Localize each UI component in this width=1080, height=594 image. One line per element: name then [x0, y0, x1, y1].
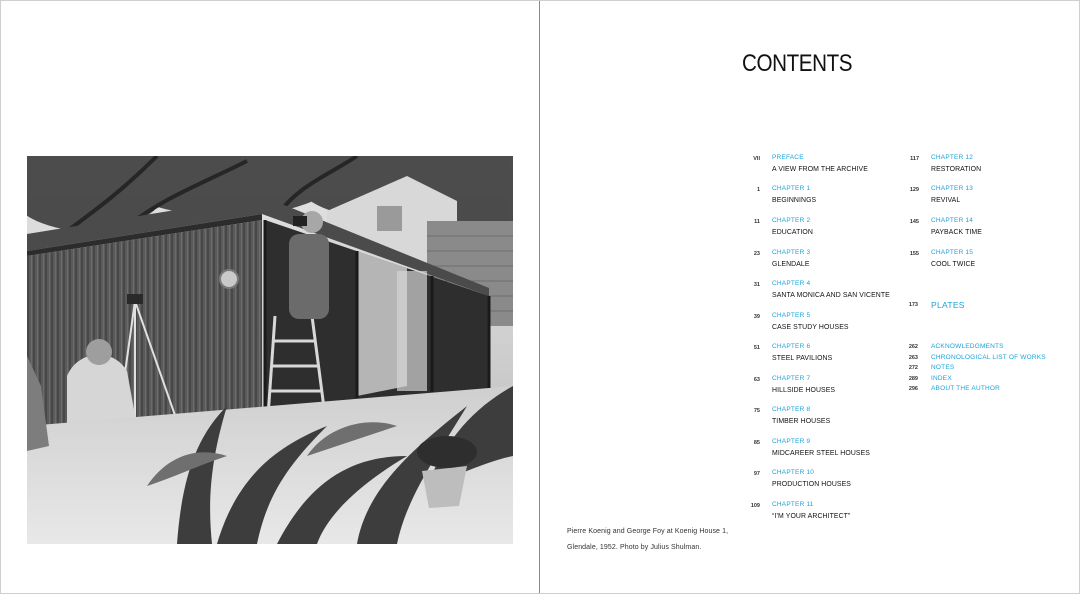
photograph-koenig-house — [27, 156, 513, 544]
back-matter-label: ACKNOWLEDGMENTS — [931, 343, 1004, 350]
toc-chapter-title: COOL TWICE — [931, 259, 976, 268]
toc-chapter-label: CHAPTER 12 — [931, 154, 974, 161]
toc-page-number: 51 — [753, 345, 760, 351]
toc-chapter-label: CHAPTER 14 — [931, 217, 974, 224]
toc-chapter-title: “I’M YOUR ARCHITECT” — [772, 511, 851, 520]
toc-chapter-title: TIMBER HOUSES — [772, 416, 831, 425]
toc-chapter-label: PREFACE — [772, 154, 804, 161]
toc-page-number: 97 — [753, 471, 760, 477]
toc-chapter-title: PRODUCTION HOUSES — [772, 479, 852, 488]
toc-page-number: 11 — [754, 219, 760, 225]
toc-chapter-title: EDUCATION — [772, 227, 813, 236]
toc-chapter-title: HILLSIDE HOUSES — [772, 385, 836, 394]
toc-chapter-title: CASE STUDY HOUSES — [772, 322, 849, 331]
plates-link[interactable]: PLATES — [931, 300, 965, 310]
caption-line-2: Glendale, 1952. Photo by Julius Shulman. — [567, 544, 702, 551]
toc-chapter-label: CHAPTER 15 — [931, 249, 974, 256]
toc-chapter-title: PAYBACK TIME — [931, 227, 982, 236]
toc-chapter-title: REVIVAL — [931, 195, 961, 204]
back-matter-page-number: 289 — [908, 376, 918, 382]
toc-page-number: 117 — [910, 156, 919, 162]
toc-chapter-label: CHAPTER 9 — [772, 438, 811, 445]
back-matter-label: CHRONOLOGICAL LIST OF WORKS — [931, 354, 1046, 361]
plates-page-number: 173 — [908, 302, 918, 308]
toc-chapter-label: CHAPTER 3 — [772, 249, 811, 256]
toc-chapter-label: CHAPTER 10 — [772, 469, 815, 476]
toc-chapter-label: CHAPTER 7 — [772, 375, 811, 382]
toc-page-number: 23 — [753, 251, 760, 257]
toc-chapter-label: CHAPTER 5 — [772, 312, 811, 319]
toc-chapter-title: STEEL PAVILIONS — [772, 353, 833, 362]
toc-page-number: 109 — [750, 503, 760, 509]
toc-page-number: 155 — [909, 251, 919, 257]
toc-page-number: 63 — [753, 377, 760, 383]
toc-chapter-label: CHAPTER 4 — [772, 280, 811, 287]
toc-chapter-title: SANTA MONICA AND SAN VICENTE — [772, 290, 890, 299]
toc-page-number: 85 — [753, 440, 760, 446]
toc-page-number: 129 — [909, 187, 919, 193]
back-matter-page-number: 272 — [908, 365, 918, 371]
toc-chapter-label: CHAPTER 11 — [772, 501, 814, 508]
toc-page-number: 39 — [753, 314, 760, 320]
toc-chapter-label: CHAPTER 8 — [772, 406, 811, 413]
contents-title: CONTENTS — [742, 50, 853, 77]
back-matter-page-number: 296 — [908, 386, 918, 392]
back-matter-label: NOTES — [931, 364, 955, 371]
photo-caption — [567, 524, 767, 556]
toc-page-number: 1 — [756, 187, 760, 193]
caption-line-1: Pierre Koenig and George Foy at Koenig House 1, — [567, 528, 729, 535]
toc-chapter-label: CHAPTER 13 — [931, 185, 974, 192]
toc-chapter-label: CHAPTER 1 — [772, 185, 811, 192]
toc-page-number: VII — [753, 156, 760, 162]
back-matter-label: ABOUT THE AUTHOR — [931, 385, 1001, 392]
toc-chapter-label: CHAPTER 2 — [772, 217, 811, 224]
toc-chapter-title: A VIEW FROM THE ARCHIVE — [772, 164, 868, 173]
toc-page-number: 31 — [753, 282, 760, 288]
toc-chapter-title: BEGINNINGS — [772, 195, 817, 204]
toc-chapter-label: CHAPTER 6 — [772, 343, 811, 350]
back-matter-page-number: 263 — [908, 355, 918, 361]
toc-chapter-title: MIDCAREER STEEL HOUSES — [772, 448, 871, 457]
toc-page-number: 75 — [753, 408, 760, 414]
toc-chapter-title: RESTORATION — [931, 164, 982, 173]
back-matter-page-number: 262 — [908, 344, 918, 350]
toc-page-number: 145 — [909, 219, 919, 225]
toc-chapter-title: GLENDALE — [772, 259, 810, 268]
back-matter-label: INDEX — [931, 375, 952, 382]
